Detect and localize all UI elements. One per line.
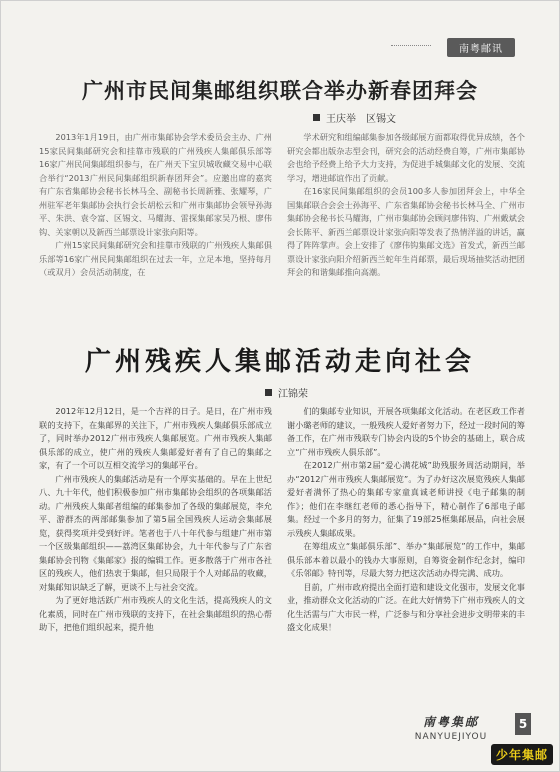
watermark-logo: 少年集邮: [491, 744, 553, 765]
article2-right-paragraph: 在筹组成立“集邮俱乐部”、举办“集邮展览”的工作中，集邮俱乐部本着以最小的钱办大事原则，自筹资金制作纪念封，编印《乐邻邮》特刊等，尽最大努力把这次活动办得完满、成功。: [287, 541, 525, 578]
article1-right-paragraph: 在16家民间集邮组织的会员100多人参加团拜会上，中华全国集邮联合会会士孙海平、广东省集邮协会秘书长林马全、广州市集邮协会秘书长马耀海，广州市集邮协会顾问廖伟钩、广州戴斌会会长陈平、新西兰邮票设计家张向阳等发表了热情洋溢的讲话，赢得了阵阵掌声。会上安排了《廖伟钩集邮文选》首发式，新西兰邮票设计家张向阳介绍新西兰蛇年生肖邮票，最后现场抽奖活动把团拜会的和谐集邮推向高潮。: [287, 186, 525, 277]
article2-title: 广州残疾人集邮活动走向社会: [84, 347, 475, 377]
article2-right-column: [287, 405, 525, 705]
article2-right-paragraph: 目前，广州市政府提出全面打造和建设文化强市，发展文化事业，推动群众文化活动的广泛。在此大好情势下广州市残疾人的文化生活需与广大市民一样，广泛参与和分享社会进步文明带来的丰盛文化成果！: [287, 581, 525, 632]
article2-right-paragraph: 们的集邮专业知识，开展各项集邮文化活动。在老区政工作者谢小璐老师的建议，一般残疾人爱好者努力下，经过一段时间的筹备工作，在广州市残联专门协会内设的5个协会的基础上，联合成立“广州市残疾人俱乐部”。: [287, 406, 525, 457]
article1-byline: [313, 110, 396, 125]
footer-brand-en: NANYUEJIYOU: [414, 732, 488, 742]
article2-author: 江锦荣: [278, 389, 308, 400]
article1-authors: 王庆举 区锡文: [326, 114, 396, 125]
article2-byline: [265, 385, 308, 400]
section-tag: 南粤邮讯: [447, 38, 515, 57]
article1-title: 广州市民间集邮组织联合举办新春团拜会: [82, 79, 478, 103]
article2-right-paragraph: 在2012广州市第2届“爱心满花城”助残服务周活动期间，举办“2012广州市残疾人集邮展览”。为了办好这次展览残疾人集邮爱好者满怀了热心的集邮专家童真诚老师讲授《电子邮集的制作》；他们在李继红老师的悉心指导下，精心制作了6部电子邮集。经过一个多月的努力，征集了19部25框集邮展品，向社会展示残疾人集邮成果。: [287, 460, 525, 538]
footer-brand: [391, 713, 511, 742]
footer-brand-cn: 南粤集邮: [422, 715, 479, 729]
article1-right-column: [287, 131, 525, 331]
article1-left-paragraph: 广州15家民间集邮研究会和挂靠市残联的广州残疾人集邮俱乐部等16家广州民间集邮组织在过去一年，立足本地，坚持每月（或双月）会员活动制度，在: [39, 240, 272, 277]
article2-left-paragraph: 广州市残疾人的集邮活动是有一个厚实基础的。早在上世纪八、九十年代，他们积极参加广州市集邮协会组织的各项集邮活动。广州残疾人集邮者组编的邮集参加了各级的集邮展览，李允平、游群杰的两部邮集参加了第5届全国残疾人运动会集邮展览，获得奖项并受到好评。笔者也于八十年代参与组建广州市第一个区级集邮组织——荔湾区集邮协会，九十年代参与了广东省集邮协会刊物《集邮家》报的编辑工作。更多散落于广州市各社区的残疾人，他们热衷于集邮，但只局限于个人对邮品的收藏，对集邮知识缺乏了解，更谈不上与社会交流。: [39, 473, 272, 592]
page-number: 5: [515, 713, 531, 735]
article2-left-paragraph: 为了更好地活跃广州市残疾人的文化生活，提高残疾人的文化素质，同时在广州市残联的支持下，在社会集邮组织的热心帮助下，把他们组织起来，提升他: [39, 595, 272, 632]
article2-left-column: [39, 405, 272, 705]
byline-square-icon: [265, 389, 272, 396]
article1-left-column: [39, 131, 272, 331]
article1-right-paragraph: 学术研究和组编邮集参加各级邮展方面都取得优异成绩，各个研究会都出版杂志型会刊，研究会的活动经费自筹，广州市集邮协会也给予经费上给予大力支持，为促进手城集邮文化的发展、交流学习，增进邮谊作出了贡献。: [287, 132, 525, 183]
article2-left-paragraph: 2012年12月12日，是一个吉祥的日子。是日，在广州市残联的支持下，在集邮界的关注下，广州市残疾人集邮俱乐部成立了，同时举办2012广州市残疾人集邮展览。广州市残疾人集邮俱乐部的成立，使广州的残疾人集邮爱好者有了自己的集邮之家，有了一个可以互相交流学习的集邮平台。: [39, 406, 272, 470]
section-tag-divider: [391, 45, 431, 46]
byline-square-icon: [313, 114, 320, 121]
article1-left-paragraph: 2013年1月19日，由广州市集邮协会学术委员会主办、广州15家民间集邮研究会和挂靠市残联的广州残疾人集邮俱乐部等16家广州民间集邮组织参与，在广州天下宝贝城收藏交易中心联合举行“2013广州民间集邮组织新春团拜会”。应邀出席的嘉宾有广东省集邮协会秘书长林马全、副秘书长周新雅、张耀琴，广州驻军老年集邮协会执行会长胡松云和广州市集邮协会领导孙海平、朱洪、袁令富、区锡文、马耀海、雷探集邮家吴乃根、廖伟钩、关家朝以及新西兰邮票设计家张向阳等。: [39, 132, 272, 237]
